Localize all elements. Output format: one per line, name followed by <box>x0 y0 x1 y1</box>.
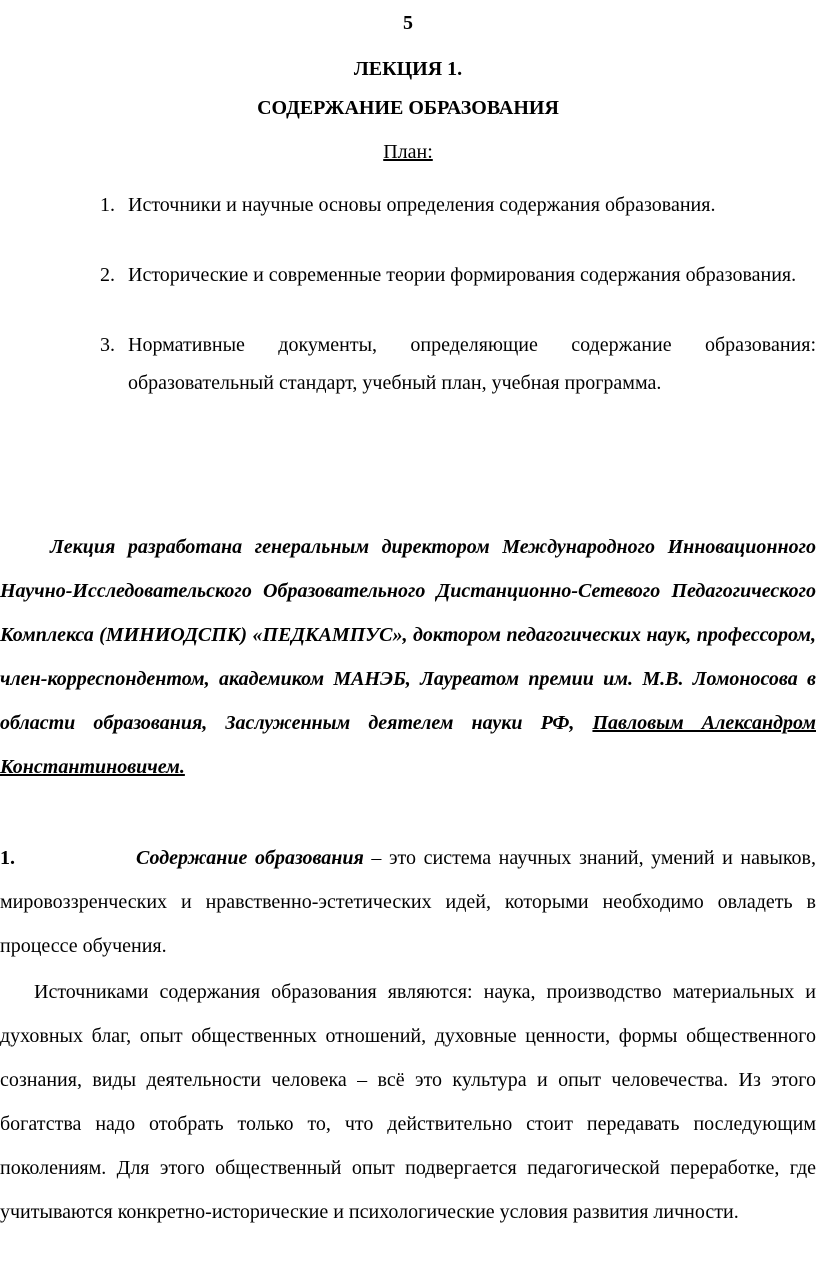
plan-item <box>100 256 816 294</box>
plan-item-text: Нормативные документы, определяющие содержание образования: образовательный стандарт, учебный план, учебная программа. <box>128 334 816 394</box>
author-name: Павловым Александром Константиновичем. <box>0 712 816 778</box>
plan-item-number: 3. <box>100 334 115 356</box>
section-title: СОДЕРЖАНИЕ ОБРАЗОВАНИЯ <box>257 97 559 119</box>
author-note <box>0 525 816 789</box>
plan-heading <box>0 141 816 164</box>
definition-paragraph <box>0 836 816 968</box>
definition-number: 1. <box>0 847 15 869</box>
plan-item-text: Источники и научные основы определения содержания образования. <box>128 194 716 216</box>
plan-item <box>100 186 816 224</box>
author-note-text: Лекция разработана генеральным директором Международного Инновационного Научно-Исследовательского Образовательного Дистанционно-Сетевого Педагогического Комплекса (МИНИОДСПК) «ПЕДКАМПУС», доктором педагогических наук, профессором, член-корреспондентом, академиком МАНЭБ, Лауреатом премии им. М.В. Ломоносова в области образования, Заслуженным деятелем науки РФ, <box>0 536 816 734</box>
definition-term: Содержание образования <box>136 847 364 869</box>
plan-item-text: Исторические и современные теории формирования содержания образования. <box>128 264 797 286</box>
lecture-title: ЛЕКЦИЯ 1. <box>353 58 463 80</box>
sources-paragraph: Источниками содержания образования являются: наука, производство материальных и духовных благ, опыт общественных отношений, духовные ценности, формы общественного сознания, виды деятельности человека – всё это культура и опыт человечества. Из этого богатства надо отобрать только то, что действительно стоит передавать последующим поколениям. Для этого общественный опыт подвергается педагогической переработке, где учитываются конкретно-исторические и психологические условия развития личности. <box>0 981 816 1223</box>
plan-item-number: 1. <box>100 194 115 216</box>
plan-item <box>100 326 816 402</box>
page-number: 5 <box>403 12 413 34</box>
plan-list <box>100 186 816 434</box>
plan-item-number: 2. <box>100 264 115 286</box>
plan-heading-label: План: <box>383 141 433 163</box>
definition-text: – это система научных знаний, умений и навыков, мировоззренческих и нравственно-эстетических идей, которыми необходимо овладеть в процессе обучения. <box>0 847 816 957</box>
